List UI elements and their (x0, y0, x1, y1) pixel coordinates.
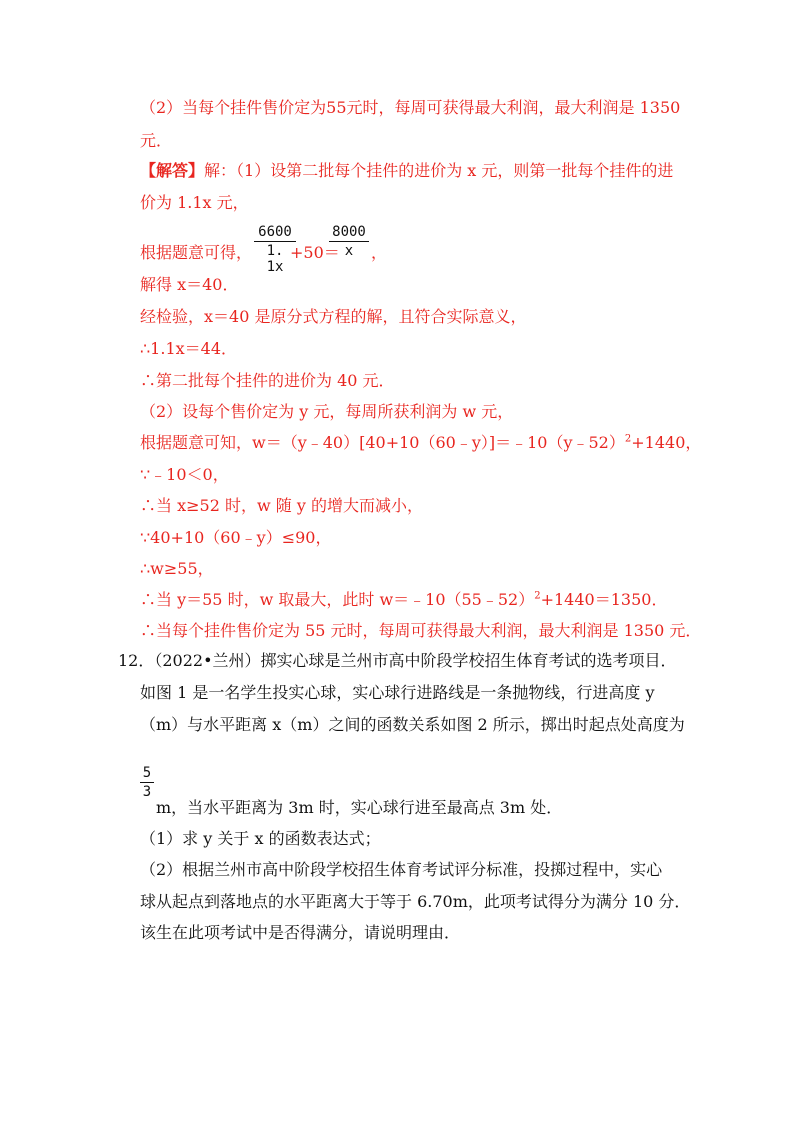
question-number: 12． (118, 651, 155, 670)
question-line: 如图 1 是一名学生投实心球，实心球行进路线是一条抛物线，行进高度 y (140, 683, 655, 702)
exponent: 2 (624, 433, 632, 445)
fraction (329, 224, 369, 259)
question-line: （1）求 y 关于 x 的函数表达式； (140, 829, 381, 848)
equation-line (140, 242, 252, 264)
fraction-denominator: x (344, 243, 354, 259)
equation-text: ∴当 y＝55 时，w 取最大，此时 w＝﹣10（55﹣52） (140, 590, 535, 609)
question-line: 球从起点到落地点的水平距离大于等于 6.70m，此项考试得分为满分 10 分． (140, 892, 691, 911)
fraction (140, 765, 154, 800)
solution-line: 价为 1.1x 元， (140, 193, 249, 212)
solution-line: ∴w≥55， (140, 559, 214, 578)
equation-text: 根据题意可知，w＝（y﹣40）[40+10（60﹣y）]＝﹣10（y﹣52） (140, 433, 625, 452)
solution-line: ∴第二批每个挂件的进价为 40 元． (140, 371, 395, 390)
fraction-numerator: 5 (140, 765, 154, 783)
solution-line: ∵﹣10＜0， (140, 465, 229, 484)
question-text: （2022•兰州）掷实心球是兰州市高中阶段学校招生体育考试的选考项目． (154, 651, 677, 670)
question-line: （m）与水平距离 x（m）之间的函数关系如图 2 所示，掷出时起点处高度为 (140, 715, 685, 734)
equation-text: +1440＝1350． (540, 590, 668, 609)
fraction-numerator: 6600 (254, 224, 296, 242)
equation-prefix: 根据题意可得， (140, 243, 253, 262)
question-12-line (118, 650, 677, 672)
equation-text: +1440， (631, 433, 702, 452)
fraction-denominator: 3 (142, 784, 152, 800)
solution-line: ∴当每个挂件售价定为 55 元时，每周可获得最大利润，最大利润是 1350 元． (140, 621, 702, 640)
question-line: m，当水平距离为 3m 时，实心球行进至最高点 3m 处． (156, 798, 563, 817)
solution-line: 经检验，x＝40 是原分式方程的解，且符合实际意义， (140, 307, 527, 326)
question-line: 该生在此项考试中是否得满分，请说明理由． (140, 923, 461, 942)
fraction-denominator: 1. 1x (266, 243, 284, 275)
solution-text: 解：（1）设第二批每个挂件的进价为 x 元，则第一批每个挂件的进 (204, 161, 674, 180)
equation-mid: +50＝ (290, 243, 340, 262)
answer-line: （2）当每个挂件售价定为55元时，每周可获得最大利润，最大利润是 1350 (140, 98, 681, 117)
solution-line: 解得 x＝40． (140, 275, 239, 294)
solution-line (140, 160, 673, 182)
solution-line (140, 432, 701, 454)
answer-line: 元． (140, 131, 173, 150)
question-line: （2）根据兰州市高中阶段学校招生体育考试评分标准，投掷过程中，实心 (140, 860, 663, 879)
solution-line: ∴当 x≥52 时，w 随 y 的增大而减小， (140, 496, 423, 515)
solution-line: ∵40+10（60﹣y）≤90， (140, 528, 332, 547)
fraction-numerator: 8000 (329, 224, 369, 242)
solution-line: ∴1.1x＝44． (140, 339, 238, 358)
solution-tag: 【解答】 (140, 161, 205, 180)
exponent: 2 (534, 590, 541, 602)
solution-line (140, 589, 667, 611)
equation-suffix: ， (371, 243, 388, 262)
solution-line: （2）设每个售价定为 y 元，每周所获利润为 w 元， (140, 402, 514, 421)
